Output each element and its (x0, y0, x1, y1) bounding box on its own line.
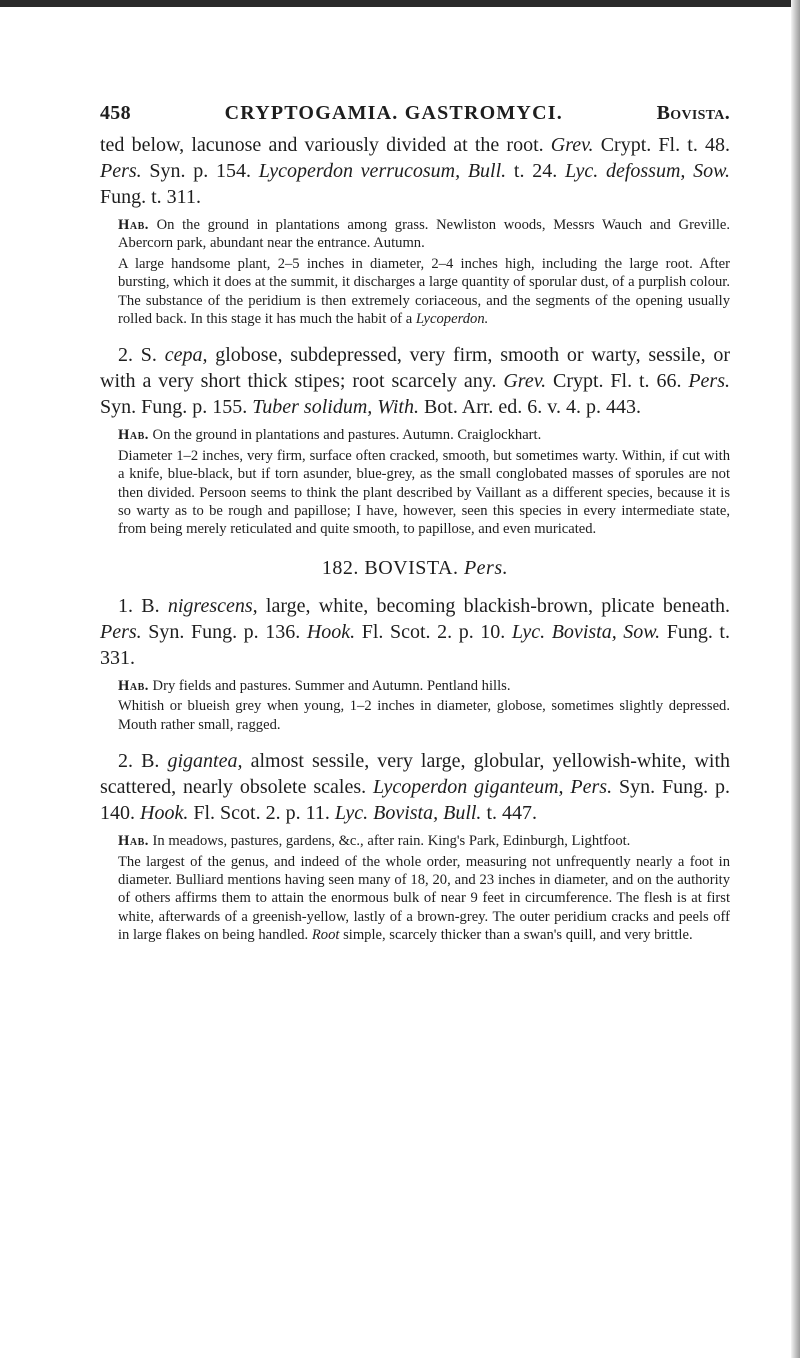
description-note: Whitish or blueish grey when young, 1–2 inches in diameter, globose, sometimes slightly depressed. Mouth rather small, ragged. (118, 698, 730, 733)
page-number: 458 (100, 102, 131, 124)
species-entry-nigrescens: 1. B. nigrescens, large, white, becoming blackish-brown, plicate beneath. Pers. Syn. Fung. p. 136. Hook. Fl. Scot. 2. p. 10. Lyc. Bovista, Sow. Fung. t. 331. (100, 594, 731, 669)
description-note: Diameter 1–2 inches, very firm, surface often cracked, smooth, but sometimes warty. Within, if cut with a knife, blue-black, but if torn asunder, blue-grey, as the small conglobated masses of sporules are not then divided. Persoon seems to think the plant described by Vaillant as a different species, because it is so warty as to be rough and papillose; I have, however, seen this species in every intermediate state, from being merely reticulated and quite smooth, to papillose, and even muricated. (118, 447, 730, 538)
running-genus: Bovista. (656, 102, 730, 124)
running-title: CRYPTOGAMIA. GASTROMYCI. (224, 102, 563, 124)
genus-heading: 182. BOVISTA. Pers. (321, 556, 509, 579)
habitat-note: Hab. Dry fields and pastures. Summer and Autumn. Pentland hills. (118, 677, 511, 694)
running-header (100, 100, 730, 126)
description-note: The largest of the genus, and indeed of the whole order, measuring not unfrequently nearly a foot in diameter. Bulliard mentions having seen many of 18, 20, and 23 inches in diameter, and on the authority of others affirms them to attain the enormous bulk of near 9 feet in circumference. The flesh is at first white, afterwards of a greenish-yellow, lastly of a brown-grey. The outer peridium cracks and peels off in large flakes on being handled. Root simple, scarcely thicker than a swan's quill, and very brittle. (118, 853, 730, 944)
habitat-note: Hab. On the ground in plantations and pastures. Autumn. Craiglockhart. (118, 427, 542, 444)
species-entry-cepa: 2. S. cepa, globose, subdepressed, very firm, smooth or warty, sessile, or with a very short thick stipes; root scarcely any. Grev. Crypt. Fl. t. 66. Pers. Syn. Fung. p. 155. Tuber solidum, With. Bot. Arr. ed. 6. v. 4. p. 443. (100, 344, 731, 419)
book-page (100, 100, 730, 945)
entry-continuation-citation: ted below, lacunose and variously divided at the root. Grev. Crypt. Fl. t. 48. Pers. Syn. p. 154. Lycoperdon verrucosum, Bull. t. 24. Lyc. defossum, Sow. Fung. t. 311. (100, 134, 731, 208)
habitat-note: Hab. On the ground in plantations among grass. Newliston woods, Messrs Wauch and Greville. Abercorn park, abundant near the entrance. Autumn. (118, 217, 730, 252)
description-note: A large handsome plant, 2–5 inches in diameter, 2–4 inches high, including the large root. After bursting, which it does at the summit, it discharges a large quantity of sporular dust, of a purplish colour. The substance of the peridium is then extremely coriaceous, and the segments of the opening usually rolled back. In this stage it has much the habit of a Lycoperdon. (118, 255, 730, 328)
habitat-note: Hab. In meadows, pastures, gardens, &c., after rain. King's Park, Edinburgh, Lightfoot. (118, 833, 631, 850)
top-page-border (0, 0, 800, 7)
page-edge-shadow (791, 0, 800, 1358)
species-entry-gigantea: 2. B. gigantea, almost sessile, very large, globular, yellowish-white, with scattered, nearly obsolete scales. Lycoperdon giganteum, Pers. Syn. Fung. p. 140. Hook. Fl. Scot. 2. p. 11. Lyc. Bovista, Bull. t. 447. (100, 750, 731, 825)
